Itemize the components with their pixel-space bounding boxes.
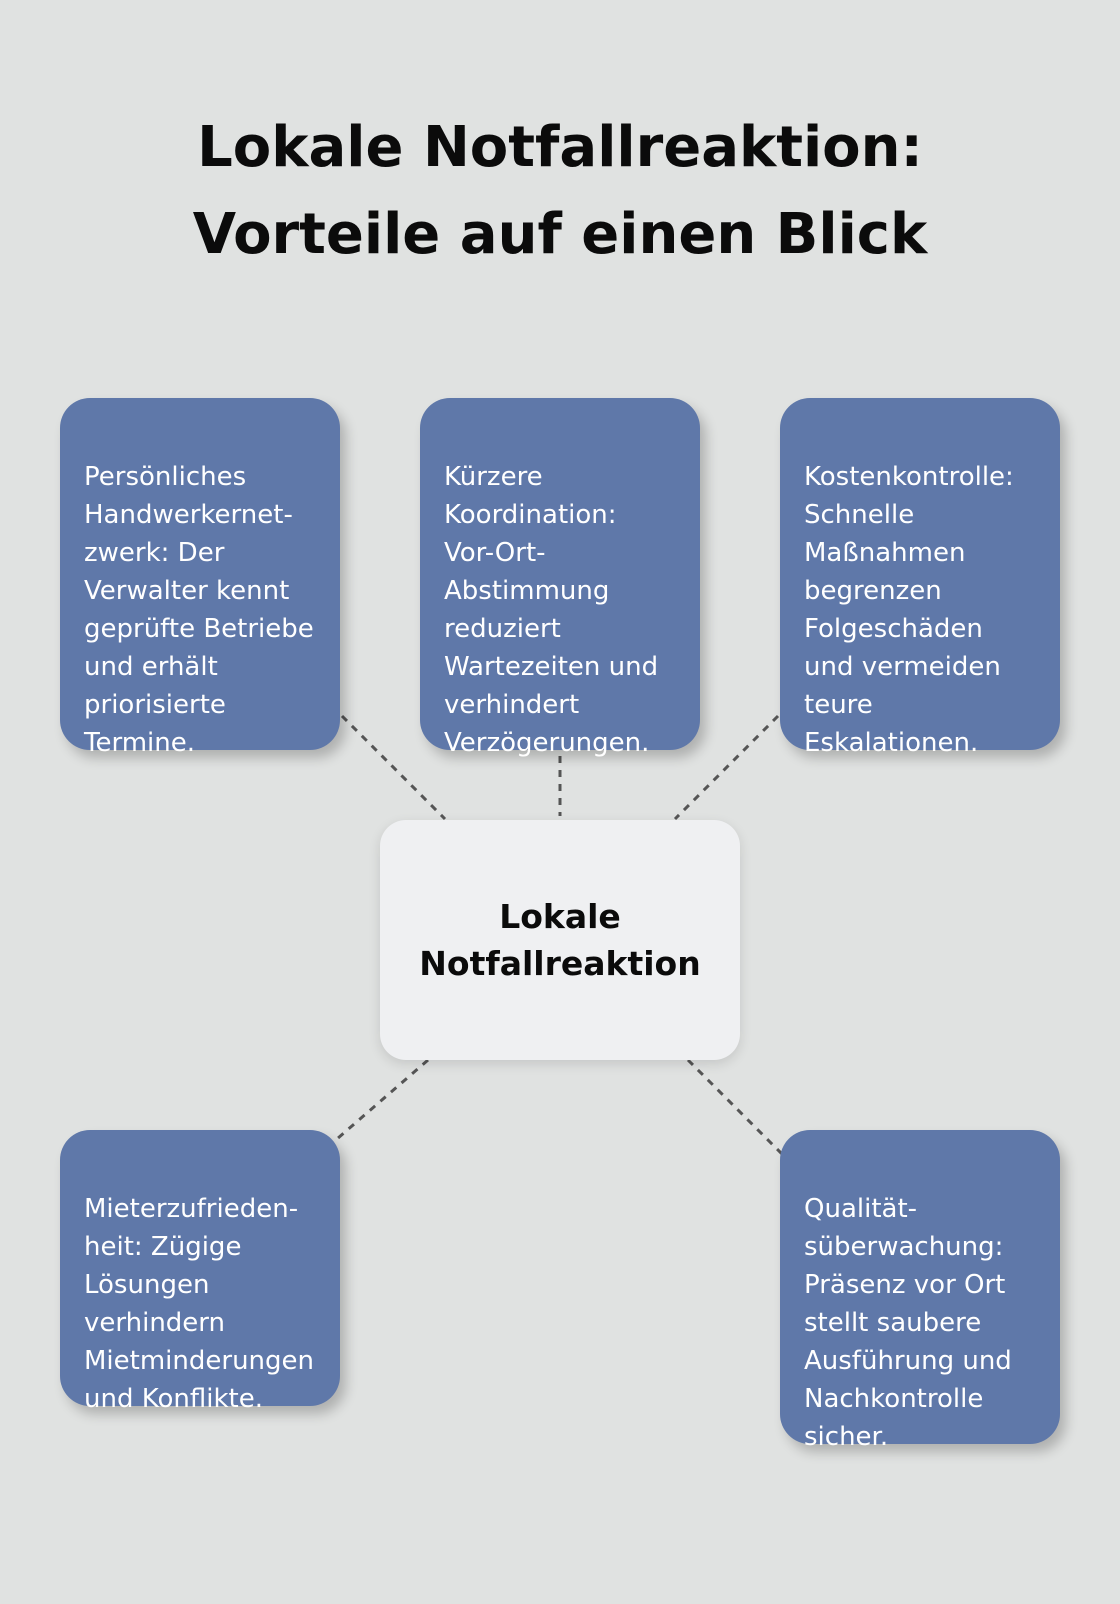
benefit-box-cost-control — [780, 398, 1060, 758]
benefit-box-quality-monitoring — [780, 1130, 1060, 1452]
benefit-box-coordination — [420, 398, 700, 758]
benefit-box-craftsmen-network — [60, 398, 340, 758]
benefit-text: Mieterzufrieden- heit: Zügige Lösungen verhindern Mietminderungen und Konflikte. — [84, 1194, 315, 1414]
benefit-text: Kürzere Koordination: Vor-Ort- Abstimmung reduziert Wartezeiten und verhindert Verzögerungen. — [444, 462, 659, 758]
connector-bottom-left — [330, 1060, 428, 1145]
benefit-text: Kostenkontrolle: Schnelle Maßnahmen begrenzen Folgeschäden und vermeiden teure Eskalationen. — [804, 462, 1014, 758]
title-line-2: Vorteile auf einen Blick — [192, 202, 928, 267]
center-node-label: Lokale Notfallreaktion — [419, 897, 701, 983]
benefit-box-tenant-satisfaction — [60, 1130, 340, 1414]
benefit-text: Persönliches Handwerkernet- zwerk: Der Verwalter kennt geprüfte Betriebe und erhält priorisierte Termine. — [84, 462, 314, 758]
connector-bottom-right — [688, 1060, 786, 1158]
center-node — [380, 820, 740, 1060]
title-line-1: Lokale Notfallreaktion: — [197, 115, 923, 180]
benefit-text: Qualität- süberwachung: Präsenz vor Ort stellt saubere Ausführung und Nachkontrolle sicher. — [804, 1194, 1012, 1452]
